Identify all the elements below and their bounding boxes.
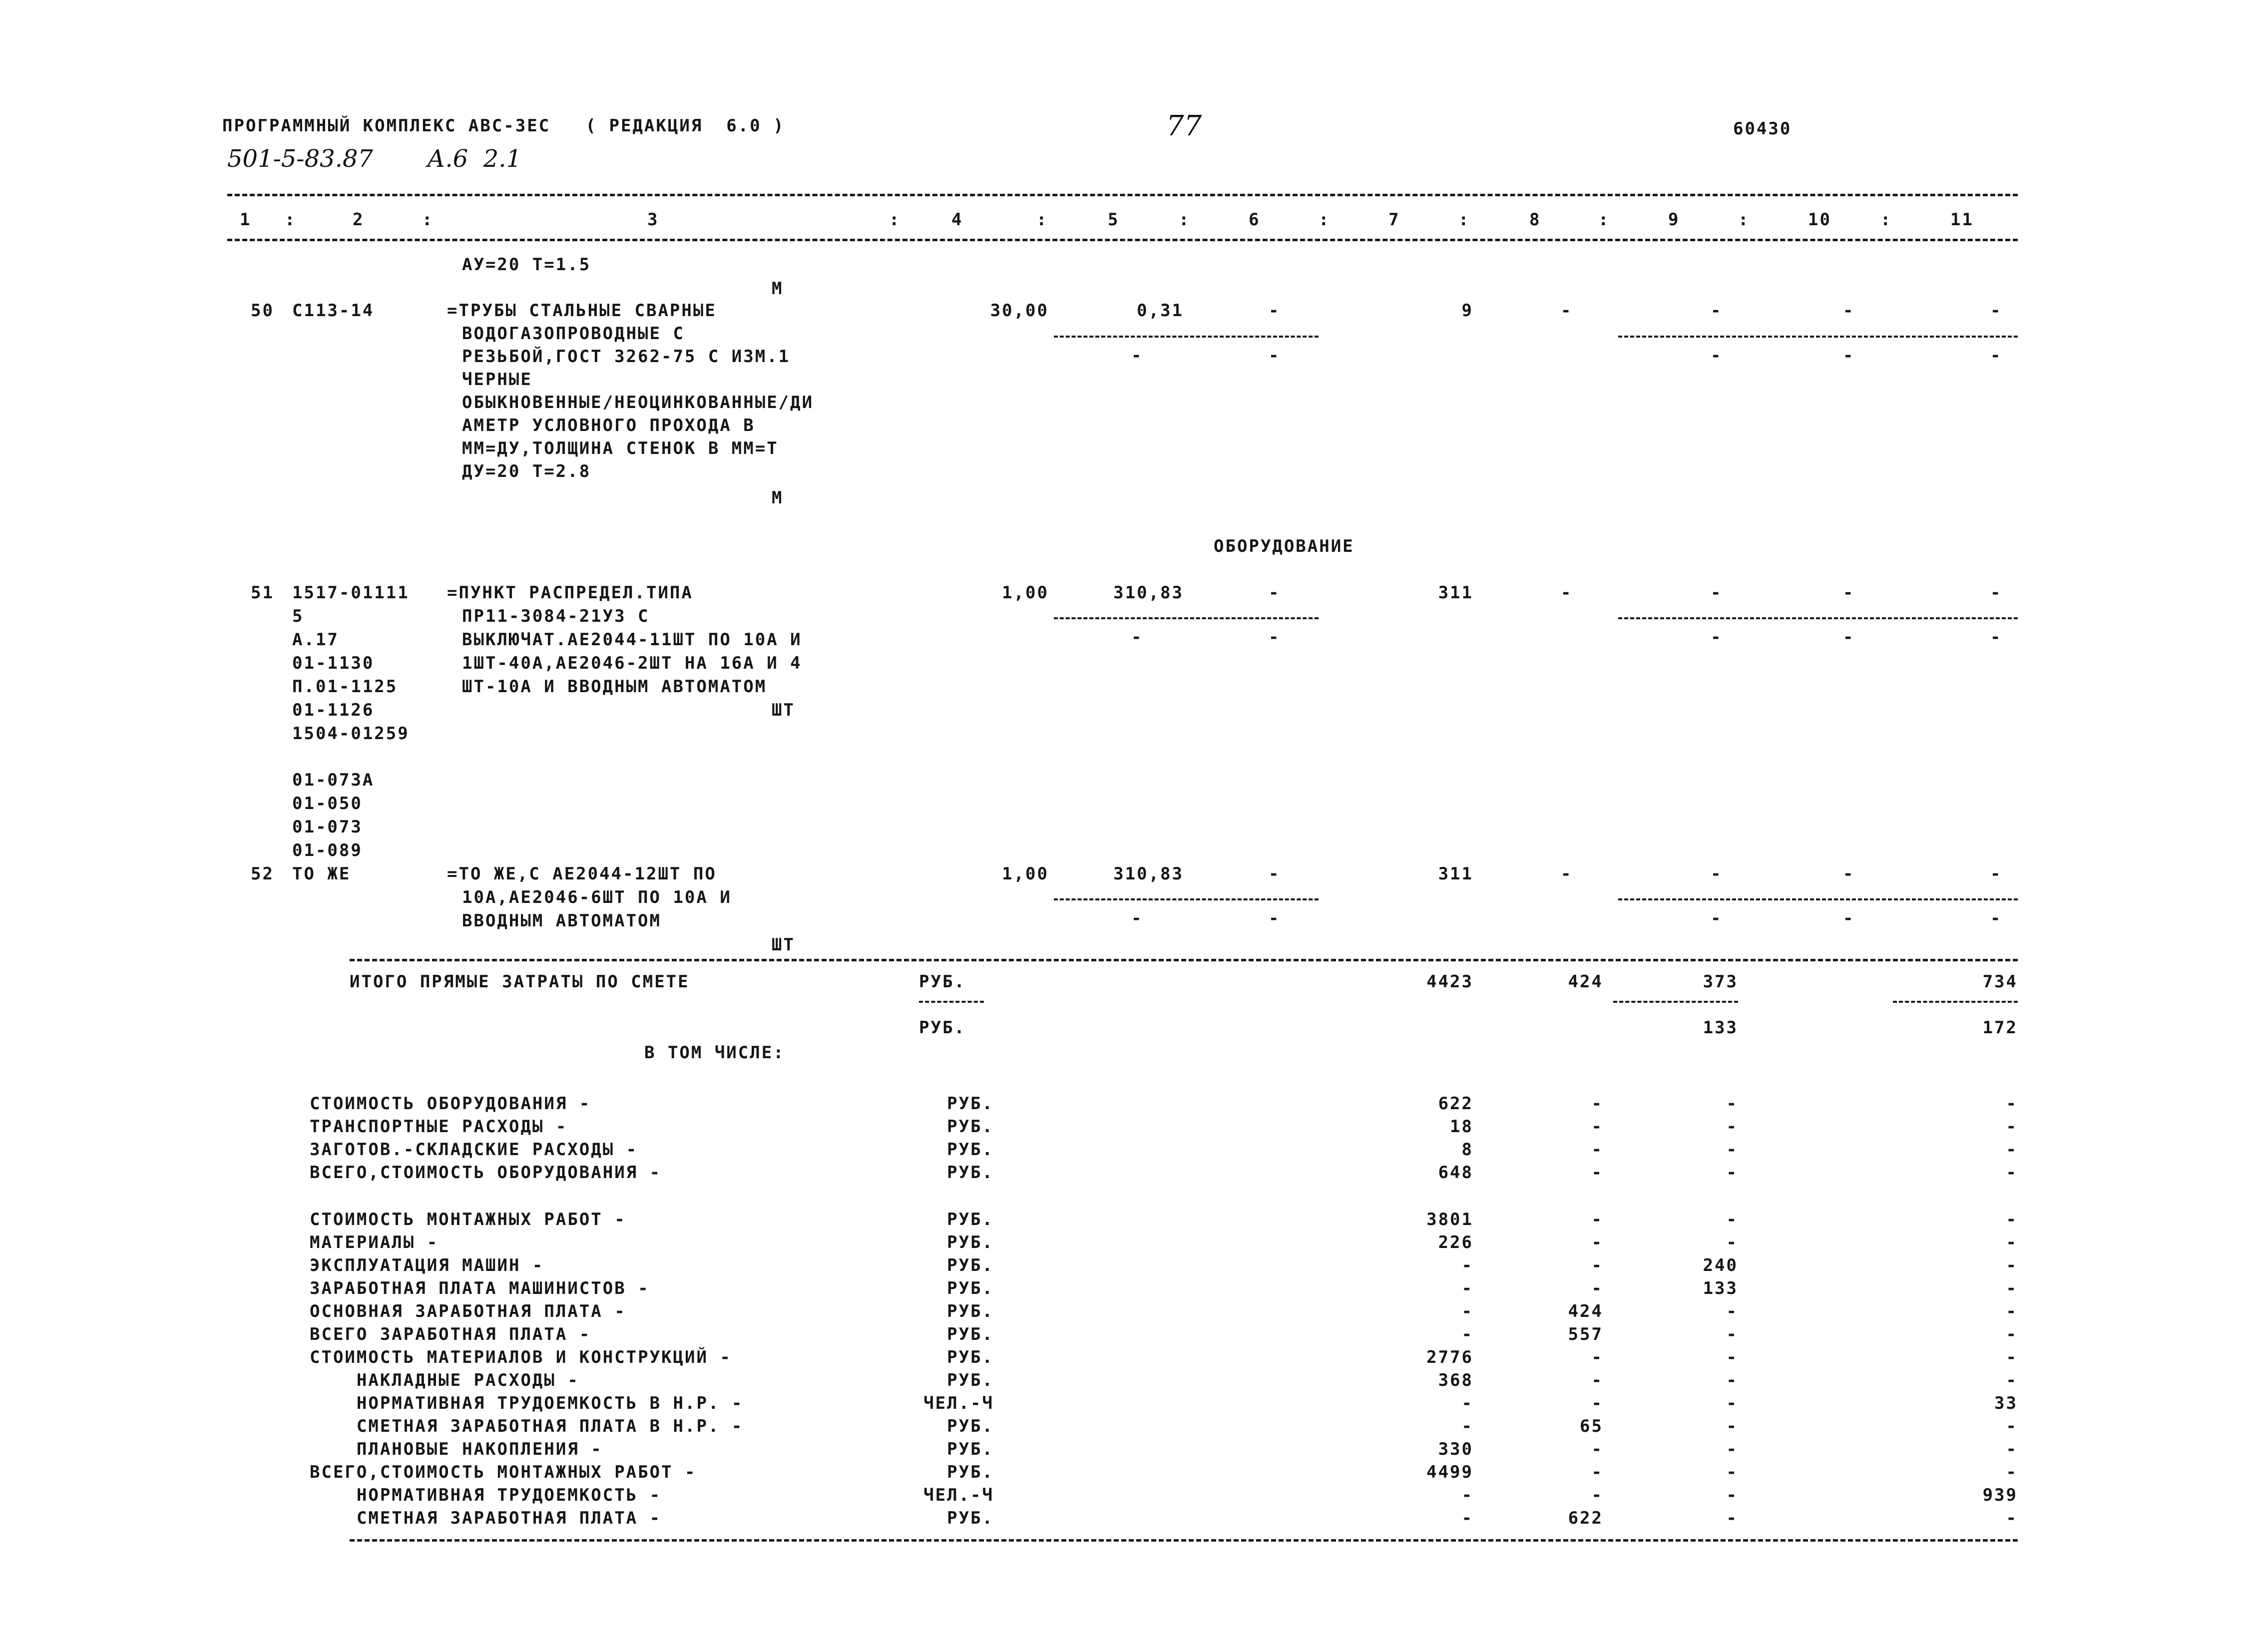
unit-label: РУБ. — [947, 1347, 994, 1367]
item-code-line: 5 — [292, 606, 304, 626]
cell-col10-secondary: - — [1843, 346, 1855, 366]
table-bottom-rule — [350, 1539, 2018, 1542]
item-code-line: 01-1126 — [292, 700, 375, 720]
cell-col11: 33 — [1994, 1393, 2018, 1413]
cell-col7: 4499 — [1426, 1462, 1473, 1482]
unit-label: РУБ. — [947, 1416, 994, 1436]
cell-col6: - — [1269, 301, 1281, 321]
cell-col7: 18 — [1450, 1117, 1473, 1137]
total-col11: 734 — [1982, 972, 2018, 992]
cell-col9-secondary: - — [1711, 346, 1723, 366]
breakdown-label: ЗАГОТОВ.-СКЛАДСКИЕ РАСХОДЫ - — [310, 1140, 638, 1160]
breakdown-label: ВСЕГО,СТОИМОСТЬ ОБОРУДОВАНИЯ - — [310, 1163, 662, 1183]
table-top-rule — [227, 194, 2018, 196]
unit-underline — [919, 1001, 984, 1003]
quantity-cell: 30,00 — [990, 301, 1049, 321]
cell-col9: - — [1726, 1508, 1738, 1528]
col-header-3: 3 — [647, 210, 659, 230]
cell-col6: - — [1269, 583, 1281, 603]
unit-label: РУБ. — [947, 1462, 994, 1482]
cell-col7: - — [1461, 1416, 1473, 1436]
item-description-line: =ТРУБЫ СТАЛЬНЫЕ СВАРНЫЕ — [447, 301, 717, 321]
col-header-7: 7 — [1388, 210, 1400, 230]
unit-label: РУБ. — [947, 1094, 994, 1114]
cell-col7: 3801 — [1426, 1210, 1473, 1230]
cell-col7: 8 — [1461, 1140, 1473, 1160]
including-heading: В ТОМ ЧИСЛЕ: — [644, 1043, 785, 1063]
cell-col8: - — [1591, 1462, 1603, 1482]
cell-col8: - — [1591, 1255, 1603, 1275]
cell-col9: 133 — [1703, 1278, 1738, 1298]
breakdown-label: ТРАНСПОРТНЫЕ РАСХОДЫ - — [310, 1117, 568, 1137]
cell-col9: - — [1726, 1370, 1738, 1390]
cell-col11: - — [2006, 1233, 2018, 1252]
item-description-line: ММ=ДУ,ТОЛЩИНА СТЕНОК В ММ=Т — [462, 438, 779, 458]
item-description-line: =ТО ЖЕ,С АЕ2044-12ШТ ПО — [447, 864, 717, 884]
quantity-cell: 1,00 — [1002, 864, 1049, 884]
unit-label: РУБ. — [947, 1370, 994, 1390]
col-separator: : — [1036, 210, 1048, 230]
unit-label: РУБ. — [947, 1278, 994, 1298]
item-code-line: 01-089 — [292, 840, 363, 860]
item-unit: М — [772, 488, 784, 508]
cell-col8: 622 — [1568, 1508, 1603, 1528]
cell-col9: - — [1726, 1416, 1738, 1436]
cell-col6-secondary: - — [1269, 346, 1281, 366]
unit-label: ЧЕЛ.-Ч — [923, 1485, 994, 1505]
breakdown-label: НОРМАТИВНАЯ ТРУДОЕМКОСТЬ В Н.Р. - — [310, 1393, 744, 1413]
header-bottom-rule — [227, 239, 2018, 241]
cell-col7: 9 — [1461, 301, 1473, 321]
unit-cost-cell: 0,31 — [1137, 301, 1184, 321]
col-header-10: 10 — [1808, 210, 1831, 230]
col-separator: : — [1458, 210, 1470, 230]
breakdown-label: ЗАРАБОТНАЯ ПЛАТА МАШИНИСТОВ - — [310, 1278, 650, 1298]
unit-label: РУБ. — [947, 1140, 994, 1160]
breakdown-label: ЭКСПЛУАТАЦИЯ МАШИН - — [310, 1255, 544, 1275]
item-description-line: ВОДОГАЗОПРОВОДНЫЕ С — [462, 324, 685, 344]
unit-cost-cell: 310,83 — [1113, 864, 1184, 884]
breakdown-label: МАТЕРИАЛЫ - — [310, 1233, 439, 1252]
cell-col8: - — [1591, 1140, 1603, 1160]
cell-col9: - — [1726, 1301, 1738, 1321]
cell-col7: 311 — [1438, 583, 1473, 603]
section-title: ОБОРУДОВАНИЕ — [1214, 536, 1354, 556]
cell-col9: - — [1726, 1462, 1738, 1482]
cell-col11: - — [2006, 1370, 2018, 1390]
item-code-line: А.17 — [292, 630, 339, 650]
breakdown-label: ВСЕГО,СТОИМОСТЬ МОНТАЖНЫХ РАБОТ - — [310, 1462, 697, 1482]
cell-col8: 65 — [1580, 1416, 1603, 1436]
document-code: 60430 — [1733, 119, 1792, 139]
subtotal-rule — [1618, 898, 2018, 900]
cell-col8: - — [1591, 1393, 1603, 1413]
item-code-line: 01-073 — [292, 817, 363, 837]
cell-col8: 424 — [1568, 1301, 1603, 1321]
totals-top-rule — [350, 959, 2018, 961]
cell-col10: - — [1843, 583, 1855, 603]
unit-label: РУБ. — [947, 1233, 994, 1252]
item-description-line: =ПУНКТ РАСПРЕДЕЛ.ТИПА — [447, 583, 693, 603]
cell-col11: - — [2006, 1347, 2018, 1367]
cell-col7: - — [1461, 1508, 1473, 1528]
subtotal-rule — [1618, 617, 2018, 619]
breakdown-label: СМЕТНАЯ ЗАРАБОТНАЯ ПЛАТА - — [310, 1508, 662, 1528]
col-separator: : — [285, 210, 297, 230]
item-description-line: ДУ=20 Т=2.8 — [462, 461, 591, 481]
col-separator: : — [1880, 210, 1892, 230]
cell-col7: - — [1461, 1278, 1473, 1298]
cell-col5-secondary: - — [1131, 346, 1143, 366]
cell-col9-secondary: - — [1711, 908, 1723, 928]
subtotal-rule — [1618, 336, 2018, 338]
total-col9: 133 — [1703, 1018, 1738, 1038]
item-number: 51 — [251, 583, 274, 603]
cell-col9: - — [1711, 301, 1723, 321]
item-number: 52 — [251, 864, 274, 884]
cell-col8: - — [1591, 1233, 1603, 1252]
unit-label: РУБ. — [947, 1255, 994, 1275]
cell-col8: - — [1591, 1278, 1603, 1298]
unit-label: РУБ. — [947, 1324, 994, 1344]
cell-col7: 648 — [1438, 1163, 1473, 1183]
breakdown-label: СТОИМОСТЬ ОБОРУДОВАНИЯ - — [310, 1094, 591, 1114]
cell-col9: - — [1726, 1347, 1738, 1367]
program-header: ПРОГРАММНЫЙ КОМПЛЕКС АВС-ЗЕС ( РЕДАКЦИЯ 6.0 ) — [222, 116, 785, 136]
unit-label: РУБ. — [947, 1163, 994, 1183]
total-col9: 373 — [1703, 972, 1738, 992]
cell-col9: - — [1726, 1163, 1738, 1183]
subtotal-rule — [1893, 1001, 2018, 1003]
col-header-5: 5 — [1108, 210, 1120, 230]
document-subreference: А.6 2.1 — [427, 145, 521, 173]
cell-col11: - — [2006, 1508, 2018, 1528]
cell-col9: - — [1726, 1393, 1738, 1413]
col-separator: : — [422, 210, 434, 230]
item-description-line: 1ШТ-40А,АЕ2046-2ШТ НА 16А И 4 — [462, 653, 802, 673]
col-header-6: 6 — [1249, 210, 1261, 230]
cell-col9-secondary: - — [1711, 627, 1723, 647]
col-header-8: 8 — [1529, 210, 1541, 230]
item-unit: ШТ — [772, 700, 795, 720]
cell-col7: 311 — [1438, 864, 1473, 884]
cell-col8: - — [1591, 1439, 1603, 1459]
cell-col11: - — [2006, 1278, 2018, 1298]
cell-col8: - — [1561, 301, 1573, 321]
previous-item-unit: М — [772, 279, 784, 299]
cell-col10-secondary: - — [1843, 908, 1855, 928]
cell-col5-secondary: - — [1131, 908, 1143, 928]
item-description-line: ВВОДНЫМ АВТОМАТОМ — [462, 911, 661, 931]
cell-col8: - — [1591, 1117, 1603, 1137]
item-code: ТО ЖЕ — [292, 864, 351, 884]
subtotal-rule — [1613, 1001, 1738, 1003]
cell-col11: - — [2006, 1462, 2018, 1482]
subtotal-rule — [1054, 898, 1319, 900]
cell-col5-secondary: - — [1131, 627, 1143, 647]
page-number: 77 — [1166, 110, 1202, 142]
col-header-2: 2 — [353, 210, 365, 230]
cell-col11: - — [2006, 1324, 2018, 1344]
unit-label: РУБ. — [947, 1210, 994, 1230]
cell-col8: - — [1561, 864, 1573, 884]
col-header-9: 9 — [1668, 210, 1680, 230]
direct-costs-label: ИТОГО ПРЯМЫЕ ЗАТРАТЫ ПО СМЕТЕ — [350, 972, 690, 992]
cell-col7: - — [1461, 1301, 1473, 1321]
col-separator: : — [1738, 210, 1750, 230]
item-description-line: ВЫКЛЮЧАТ.АЕ2044-11ШТ ПО 10А И — [462, 630, 802, 650]
cell-col7: 2776 — [1426, 1347, 1473, 1367]
cell-col8: - — [1591, 1163, 1603, 1183]
cell-col9: - — [1726, 1324, 1738, 1344]
col-separator: : — [1598, 210, 1610, 230]
col-separator: : — [889, 210, 901, 230]
item-number: 50 — [251, 301, 274, 321]
cell-col11: - — [2006, 1416, 2018, 1436]
cell-col8: - — [1591, 1370, 1603, 1390]
breakdown-label: ВСЕГО ЗАРАБОТНАЯ ПЛАТА - — [310, 1324, 591, 1344]
item-code-line: П.01-1125 — [292, 677, 398, 697]
unit-label: РУБ. — [919, 972, 966, 992]
cell-col7: - — [1461, 1393, 1473, 1413]
cell-col9: - — [1711, 583, 1723, 603]
cell-col6-secondary: - — [1269, 908, 1281, 928]
document-reference: 501-5-83.87 — [227, 145, 374, 173]
previous-item-tail: АУ=20 Т=1.5 — [462, 255, 591, 275]
cell-col9: - — [1726, 1233, 1738, 1252]
item-description-line: ПР11-3084-21У3 С — [462, 606, 650, 626]
cell-col11: - — [2006, 1140, 2018, 1160]
cell-col11: - — [1990, 301, 2002, 321]
unit-label: РУБ. — [919, 1018, 966, 1038]
cell-col9: 240 — [1703, 1255, 1738, 1275]
cell-col11: - — [2006, 1439, 2018, 1459]
item-code: 1517-01111 — [292, 583, 410, 603]
item-unit: ШТ — [772, 935, 795, 955]
item-code-line: 1504-01259 — [292, 724, 410, 744]
col-separator: : — [1319, 210, 1331, 230]
item-description-line: ШТ-10А И ВВОДНЫМ АВТОМАТОМ — [462, 677, 767, 697]
subtotal-rule — [1054, 336, 1319, 338]
total-col7: 4423 — [1426, 972, 1473, 992]
item-code-line: 01-1130 — [292, 653, 375, 673]
item-description-line: 10А,АЕ2046-6ШТ ПО 10А И — [462, 887, 732, 907]
breakdown-label: СТОИМОСТЬ МОНТАЖНЫХ РАБОТ - — [310, 1210, 626, 1230]
breakdown-label: ОСНОВНАЯ ЗАРАБОТНАЯ ПЛАТА - — [310, 1301, 626, 1321]
unit-label: ЧЕЛ.-Ч — [923, 1393, 994, 1413]
breakdown-label: СМЕТНАЯ ЗАРАБОТНАЯ ПЛАТА В Н.Р. - — [310, 1416, 744, 1436]
breakdown-label: НАКЛАДНЫЕ РАСХОДЫ - — [310, 1370, 579, 1390]
cell-col11: - — [2006, 1094, 2018, 1114]
cell-col11: 939 — [1982, 1485, 2018, 1505]
item-description-line: АМЕТР УСЛОВНОГО ПРОХОДА В — [462, 415, 755, 435]
cell-col7: - — [1461, 1324, 1473, 1344]
unit-cost-cell: 310,83 — [1113, 583, 1184, 603]
cell-col11-secondary: - — [1990, 908, 2002, 928]
cell-col11: - — [2006, 1210, 2018, 1230]
cell-col8: 557 — [1568, 1324, 1603, 1344]
cell-col7: 330 — [1438, 1439, 1473, 1459]
item-code: С113-14 — [292, 301, 375, 321]
cell-col9: - — [1726, 1485, 1738, 1505]
cell-col6: - — [1269, 864, 1281, 884]
item-description-line: РЕЗЬБОЙ,ГОСТ 3262-75 С ИЗМ.1 — [462, 347, 791, 367]
item-code-line: 01-050 — [292, 794, 363, 814]
cell-col11: - — [1990, 864, 2002, 884]
item-description-line: ЧЕРНЫЕ — [462, 370, 532, 390]
cell-col10: - — [1843, 301, 1855, 321]
subtotal-rule — [1054, 617, 1319, 619]
item-description-line: ОБЫКНОВЕННЫЕ/НЕОЦИНКОВАННЫЕ/ДИ — [462, 393, 814, 413]
cell-col11: - — [2006, 1301, 2018, 1321]
cell-col7: 368 — [1438, 1370, 1473, 1390]
cell-col8: - — [1561, 583, 1573, 603]
cell-col9: - — [1726, 1140, 1738, 1160]
unit-label: РУБ. — [947, 1439, 994, 1459]
unit-label: РУБ. — [947, 1301, 994, 1321]
cell-col8: - — [1591, 1347, 1603, 1367]
cell-col11: - — [1990, 583, 2002, 603]
cell-col8: - — [1591, 1485, 1603, 1505]
breakdown-label: НОРМАТИВНАЯ ТРУДОЕМКОСТЬ - — [310, 1485, 662, 1505]
cell-col8: - — [1591, 1094, 1603, 1114]
unit-label: РУБ. — [947, 1508, 994, 1528]
cell-col9: - — [1726, 1117, 1738, 1137]
col-header-1: 1 — [240, 210, 252, 230]
unit-label: РУБ. — [947, 1117, 994, 1137]
cell-col9: - — [1726, 1210, 1738, 1230]
cell-col11-secondary: - — [1990, 346, 2002, 366]
cell-col11-secondary: - — [1990, 627, 2002, 647]
total-col8: 424 — [1568, 972, 1603, 992]
cell-col7: - — [1461, 1485, 1473, 1505]
cell-col10-secondary: - — [1843, 627, 1855, 647]
cell-col9: - — [1711, 864, 1723, 884]
cell-col11: - — [2006, 1163, 2018, 1183]
item-code-line: 01-073А — [292, 770, 375, 790]
cell-col9: - — [1726, 1094, 1738, 1114]
cell-col6-secondary: - — [1269, 627, 1281, 647]
cell-col11: - — [2006, 1255, 2018, 1275]
cell-col7: 622 — [1438, 1094, 1473, 1114]
col-separator: : — [1179, 210, 1191, 230]
breakdown-label: СТОИМОСТЬ МАТЕРИАЛОВ И КОНСТРУКЦИЙ - — [310, 1347, 732, 1367]
breakdown-label: ПЛАНОВЫЕ НАКОПЛЕНИЯ - — [310, 1439, 603, 1459]
cell-col7: - — [1461, 1255, 1473, 1275]
col-header-11: 11 — [1950, 210, 1974, 230]
cell-col9: - — [1726, 1439, 1738, 1459]
col-header-4: 4 — [951, 210, 963, 230]
total-col11: 172 — [1982, 1018, 2018, 1038]
quantity-cell: 1,00 — [1002, 583, 1049, 603]
cell-col11: - — [2006, 1117, 2018, 1137]
cell-col7: 226 — [1438, 1233, 1473, 1252]
cell-col10: - — [1843, 864, 1855, 884]
cell-col8: - — [1591, 1210, 1603, 1230]
